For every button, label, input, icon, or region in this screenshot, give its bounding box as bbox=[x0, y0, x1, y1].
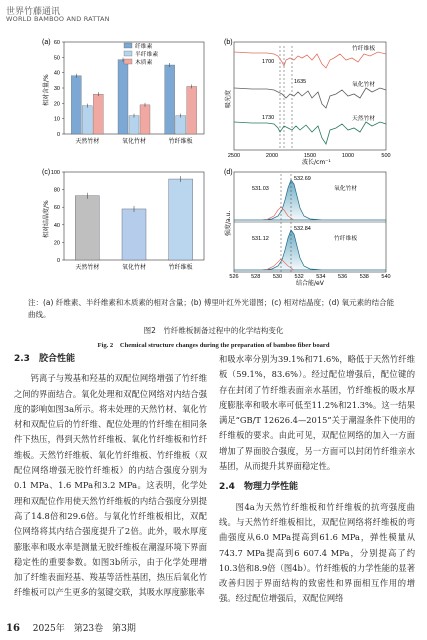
top-peak1-label: 532.69 bbox=[294, 176, 311, 182]
top-curve-name: 氧化竹材 bbox=[334, 186, 358, 192]
panel-a-ytick-label: 20 bbox=[53, 101, 60, 108]
panel-d-xlabel: 结合能/eV bbox=[296, 280, 324, 286]
journal-title-cn: 世界竹藤通讯 bbox=[6, 7, 61, 17]
ann-1730: 1730 bbox=[262, 115, 275, 121]
panel-a-ylabel: 相对含量/% bbox=[43, 74, 50, 106]
curve-natural bbox=[234, 122, 386, 144]
figure-note: 注：(a) 纤维素、半纤维素和木质素的相对含量；(b) 傅里叶红外光谱图；(c) 相对结晶度；(d) 氧元素的结合能曲线。 bbox=[28, 298, 395, 319]
panel-c-bar bbox=[122, 209, 146, 260]
panel-a-ytick-label: 50 bbox=[53, 55, 60, 62]
panel-d-ylabel: 强度/a.u. bbox=[225, 210, 232, 236]
panel-a-bar bbox=[93, 94, 103, 134]
ann-1635: 1635 bbox=[294, 79, 307, 85]
panel-d-xtick-label: 528 bbox=[251, 274, 261, 280]
curve-fiberboard bbox=[234, 52, 386, 68]
top-peak2-label: 531.03 bbox=[252, 186, 269, 192]
panel-a-bar bbox=[118, 60, 128, 134]
panel-b-ylabel: 吸光度 bbox=[225, 89, 232, 108]
panel-b-ftir-spectrum bbox=[222, 36, 392, 166]
panel-a-category-label: 竹纤维板 bbox=[168, 138, 193, 145]
curve-label-natural: 天然竹材 bbox=[352, 116, 376, 122]
section-heading-2-3: 2.3 胶合性能 bbox=[14, 354, 75, 364]
panel-d-label: (d) bbox=[224, 169, 233, 176]
panel-c-category-label: 竹纤维板 bbox=[168, 264, 193, 271]
panel-a-legend-swatch bbox=[124, 59, 132, 64]
panel-a-category-label: 天然竹材 bbox=[75, 138, 100, 145]
panel-a-bar-chart bbox=[40, 36, 210, 156]
panel-a-ytick-label: 10 bbox=[53, 116, 60, 123]
panel-d-xtick-label: 536 bbox=[337, 274, 348, 280]
panel-c-ytick-label: 0 bbox=[56, 258, 60, 264]
figure-caption: 图2 竹纤维板制备过程中的化学结构变化 bbox=[143, 326, 284, 335]
bottom-curve-name: 竹纤维板 bbox=[334, 236, 358, 242]
panel-d-xtick-label: 530 bbox=[272, 274, 283, 280]
panel-c-bar bbox=[75, 196, 99, 260]
panel-c-ytick-label: 100 bbox=[50, 170, 60, 176]
panel-a-bar bbox=[187, 86, 197, 134]
panel-d-xtick-label: 534 bbox=[316, 274, 326, 280]
paragraph-2-4: 图4a为天然竹纤维板和竹纤维板的抗弯强度曲线。与天然竹纤维板相比，双配位网络将纤维板的弯曲强度从6.0 MPa提高到61.6 MPa，弹性模量从743.7 MPa提高到6 607.4 MPa，分别提高了约10.3倍和8.9倍（图4b）。竹纤维板的力学性能的显著改善归因于界面结构的致密性和界面相互作用的增强。经过配位增强后，双配位网络 bbox=[219, 501, 415, 604]
panel-b-xtick-label: 500 bbox=[381, 153, 391, 159]
bottom-peak1-label: 532.84 bbox=[294, 226, 311, 232]
curve-label-oxidized: 氧化竹材 bbox=[352, 82, 376, 88]
panel-c-ylabel: 相对结晶度/% bbox=[43, 200, 50, 238]
panel-b-xtick-label: 2000 bbox=[265, 153, 279, 159]
right-column bbox=[219, 352, 415, 607]
panel-a-legend-swatch bbox=[124, 43, 132, 48]
ann-1700: 1700 bbox=[262, 59, 275, 65]
curve-oxidized bbox=[234, 88, 386, 108]
panel-a-bar bbox=[176, 116, 186, 134]
panel-a-ytick-label: 60 bbox=[53, 40, 60, 46]
panel-c-category-label: 天然竹材 bbox=[75, 264, 100, 271]
panel-a-legend-label: 纤维素 bbox=[135, 44, 153, 50]
panel-c-bar-chart bbox=[40, 166, 210, 284]
panel-c-ytick-label: 60 bbox=[53, 205, 60, 212]
issue-info: 2025年 第23卷 第3期 bbox=[32, 624, 136, 634]
panel-a-bar bbox=[165, 65, 175, 134]
panel-c-ytick-label: 80 bbox=[53, 187, 60, 194]
panel-a-ytick-label: 30 bbox=[53, 86, 60, 92]
panel-d-xps-curves bbox=[222, 166, 392, 286]
panel-a-ytick-label: 0 bbox=[56, 132, 60, 138]
panel-b-xtick-label: 2500 bbox=[227, 153, 241, 159]
page-footer bbox=[6, 621, 136, 634]
panel-b-xtick-label: 1500 bbox=[303, 153, 317, 159]
journal-title-en: WORLD BAMBOO AND RATTAN bbox=[6, 15, 110, 23]
panel-c-bar bbox=[169, 179, 193, 260]
section-heading-2-4: 2.4 物理力学性能 bbox=[219, 482, 298, 493]
page-number: 16 bbox=[6, 623, 20, 634]
panel-a-label: (a) bbox=[42, 39, 51, 46]
figure-caption-en: Fig. 2 Chemical structure changes during the preparation of bamboo fiber board bbox=[97, 342, 330, 349]
panel-b-label: (b) bbox=[224, 39, 233, 46]
panel-b-xlabel: 波长/cm⁻¹ bbox=[302, 159, 331, 166]
curve-label-fiberboard: 竹纤维板 bbox=[352, 46, 376, 52]
panel-c-category-label: 氧化竹材 bbox=[121, 264, 147, 271]
panel-a-legend-swatch bbox=[124, 51, 132, 56]
panel-c-ytick-label: 20 bbox=[53, 240, 60, 247]
panel-d-xtick-label: 540 bbox=[381, 274, 391, 280]
panel-a-ytick-label: 40 bbox=[53, 70, 60, 77]
paragraph-2-3-cont: 和吸水率分别为39.1%和71.6%，略低于天然竹纤维板（59.1%，83.6%）。经过配位增强后，配位键的存在封闭了竹纤维表面亲水基团，竹纤维板的吸水厚度膨胀率和吸水率可低至11.2%和21.3%。这一结果满足“GB/T 12626.4—2015”关于潮湿条件下使用的纤维板的要求。由此可见，双配位网络的加入一方面增加了界面胶合强度，另一方面可以封闭竹纤维亲水基团，从而提升其界面稳定性。 bbox=[219, 354, 415, 472]
panel-d-xtick-label: 538 bbox=[359, 274, 369, 280]
paragraph-2-3: 钙离子与羧基和羟基的双配位网络增强了竹纤维之间的界面结合。氧化处理和双配位网络对内结合强度的影响如图3a所示。将未处理的天然竹材、氧化竹材和双配位后的竹纤维、配位处理的竹纤维在相同条件下热压，得到天然竹纤维板、氧化竹纤维板和竹纤维板。天然竹纤维板、氧化竹纤维板、竹纤维板（双配位网络增强无胶竹纤维板）的内结合强度分别为0.1 MPa、1.6 MPa和3.2 MPa。这表明，化学处理和双配位作用使天然竹纤维板的内结合强度分别提高了14.8倍和29.6倍。与氧化竹纤维板相比，双配位网络将其内结合强度提升了2倍。此外，吸水厚度膨胀率和吸水率是测量无胶纤维板在潮湿环境下界面稳定性的重要参数。如图3b所示，由于化学处理增加了纤维表面羟基、羧基等活性基团，热压后氧化竹纤维板可以产生更多的氢键交联，其吸水厚度膨胀率 bbox=[14, 373, 207, 598]
panel-a-bar bbox=[71, 76, 81, 134]
panel-b-xtick-label: 1000 bbox=[341, 153, 355, 159]
panel-a-bar bbox=[140, 105, 150, 134]
panel-a-bar bbox=[129, 116, 139, 134]
panel-a-legend-label: 木质素 bbox=[135, 60, 153, 66]
panel-a-category-label: 氧化竹材 bbox=[121, 138, 147, 145]
left-column bbox=[14, 352, 207, 601]
panel-d-xtick-label: 532 bbox=[294, 274, 304, 280]
bottom-peak2-label: 531.12 bbox=[252, 236, 269, 242]
panel-a-legend-label: 半纤维素 bbox=[135, 52, 159, 58]
panel-c-label: (c) bbox=[42, 169, 51, 176]
panel-a-bar bbox=[82, 106, 92, 134]
panel-d-xtick-label: 526 bbox=[229, 274, 239, 280]
panel-c-ytick-label: 40 bbox=[53, 222, 60, 229]
